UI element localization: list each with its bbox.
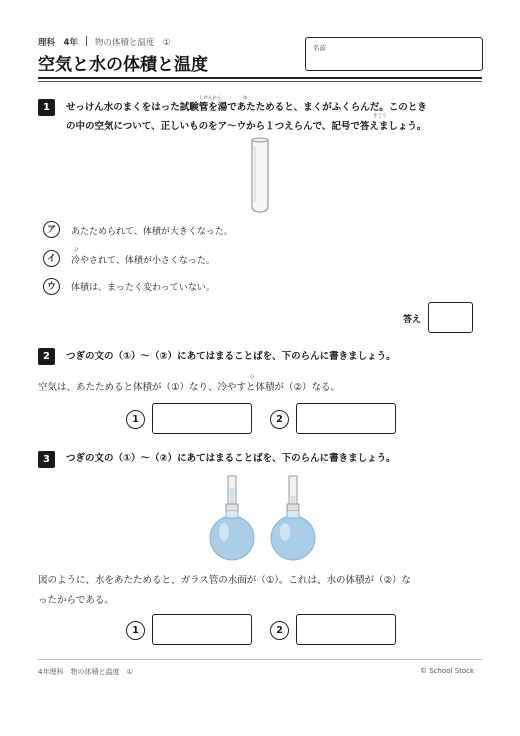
header-subject xyxy=(38,36,171,48)
question-3-line2: ったからである。 xyxy=(38,595,114,606)
answer-box-q3-1[interactable] xyxy=(152,614,252,645)
answer-box-q2-2[interactable] xyxy=(296,403,396,434)
footer-unit: 4年理科 物の体積と温度 ① xyxy=(38,668,133,676)
blank-1-marker-q3: 1 xyxy=(126,621,145,640)
header-rule-thin xyxy=(38,81,482,82)
blank-1-marker: 1 xyxy=(126,410,145,429)
question-2-number: 2 xyxy=(38,348,55,365)
unit-label: 物の体積と温度 ① xyxy=(94,38,171,48)
ruby-shikenkan: しけんかん xyxy=(199,96,222,101)
header-divider xyxy=(86,36,87,46)
choice-a-text: あたためられて、体積が大きくなった。 xyxy=(71,227,233,237)
question-3-number: 3 xyxy=(38,451,55,468)
question-1-number: 1 xyxy=(38,99,55,116)
question-1-line1: せっけん水のまくをはった試験管を湯であたためると、まくがふくらんだ。このとき xyxy=(66,102,427,113)
header-rule-thick xyxy=(38,77,482,79)
choice-c-mark: ウ xyxy=(43,278,60,295)
question-2-instruction: つぎの文の（①）〜（②）にあてはまることばを、下のらんに書きましょう。 xyxy=(66,351,396,362)
subject-label: 理科 4年 xyxy=(38,38,78,48)
footer-copyright: © School Stock xyxy=(420,667,475,675)
blank-2-marker: 2 xyxy=(270,410,289,429)
flask-illustration-right xyxy=(267,474,321,564)
choice-c-text: 体積は、まったく変わっていない。 xyxy=(71,283,215,293)
question-3-line1: 図のように、水をあたためると、ガラス管の水面が（①）。これは、水の体積が（②）な xyxy=(38,575,411,586)
ruby-hi-q2: ひ xyxy=(250,375,255,380)
answer-box-q1[interactable] xyxy=(428,302,473,333)
choice-b-mark: イ xyxy=(43,250,60,267)
page-title: 空気と水の体積と温度 xyxy=(38,55,208,75)
test-tube-illustration xyxy=(248,136,272,216)
ruby-kigou: きごう xyxy=(373,114,387,119)
choice-a-mark: ア xyxy=(43,221,60,238)
question-2-sentence: 空気は、あたためると体積が（①）なり、冷やすと体積が（②）なる。 xyxy=(38,382,341,393)
answer-box-q3-2[interactable] xyxy=(296,614,396,645)
ruby-hi-choice: ひ xyxy=(74,248,79,253)
flask-illustration-left xyxy=(206,474,260,564)
name-field[interactable] xyxy=(305,37,483,71)
footer-rule xyxy=(38,659,482,660)
answer-label: 答え xyxy=(403,315,422,325)
ruby-yu: ゆ xyxy=(243,96,248,101)
blank-2-marker-q3: 2 xyxy=(270,621,289,640)
name-label: 名前 xyxy=(313,44,326,52)
choice-b-text: 冷やされて、体積が小さくなった。 xyxy=(71,256,215,266)
question-3-instruction: つぎの文の（①）〜（②）にあてはまることばを、下のらんに書きましょう。 xyxy=(66,453,396,464)
question-1-line2: の中の空気について、正しいものをア〜ウから１つえらんで、記号で答えましょう。 xyxy=(66,121,427,132)
answer-box-q2-1[interactable] xyxy=(152,403,252,434)
